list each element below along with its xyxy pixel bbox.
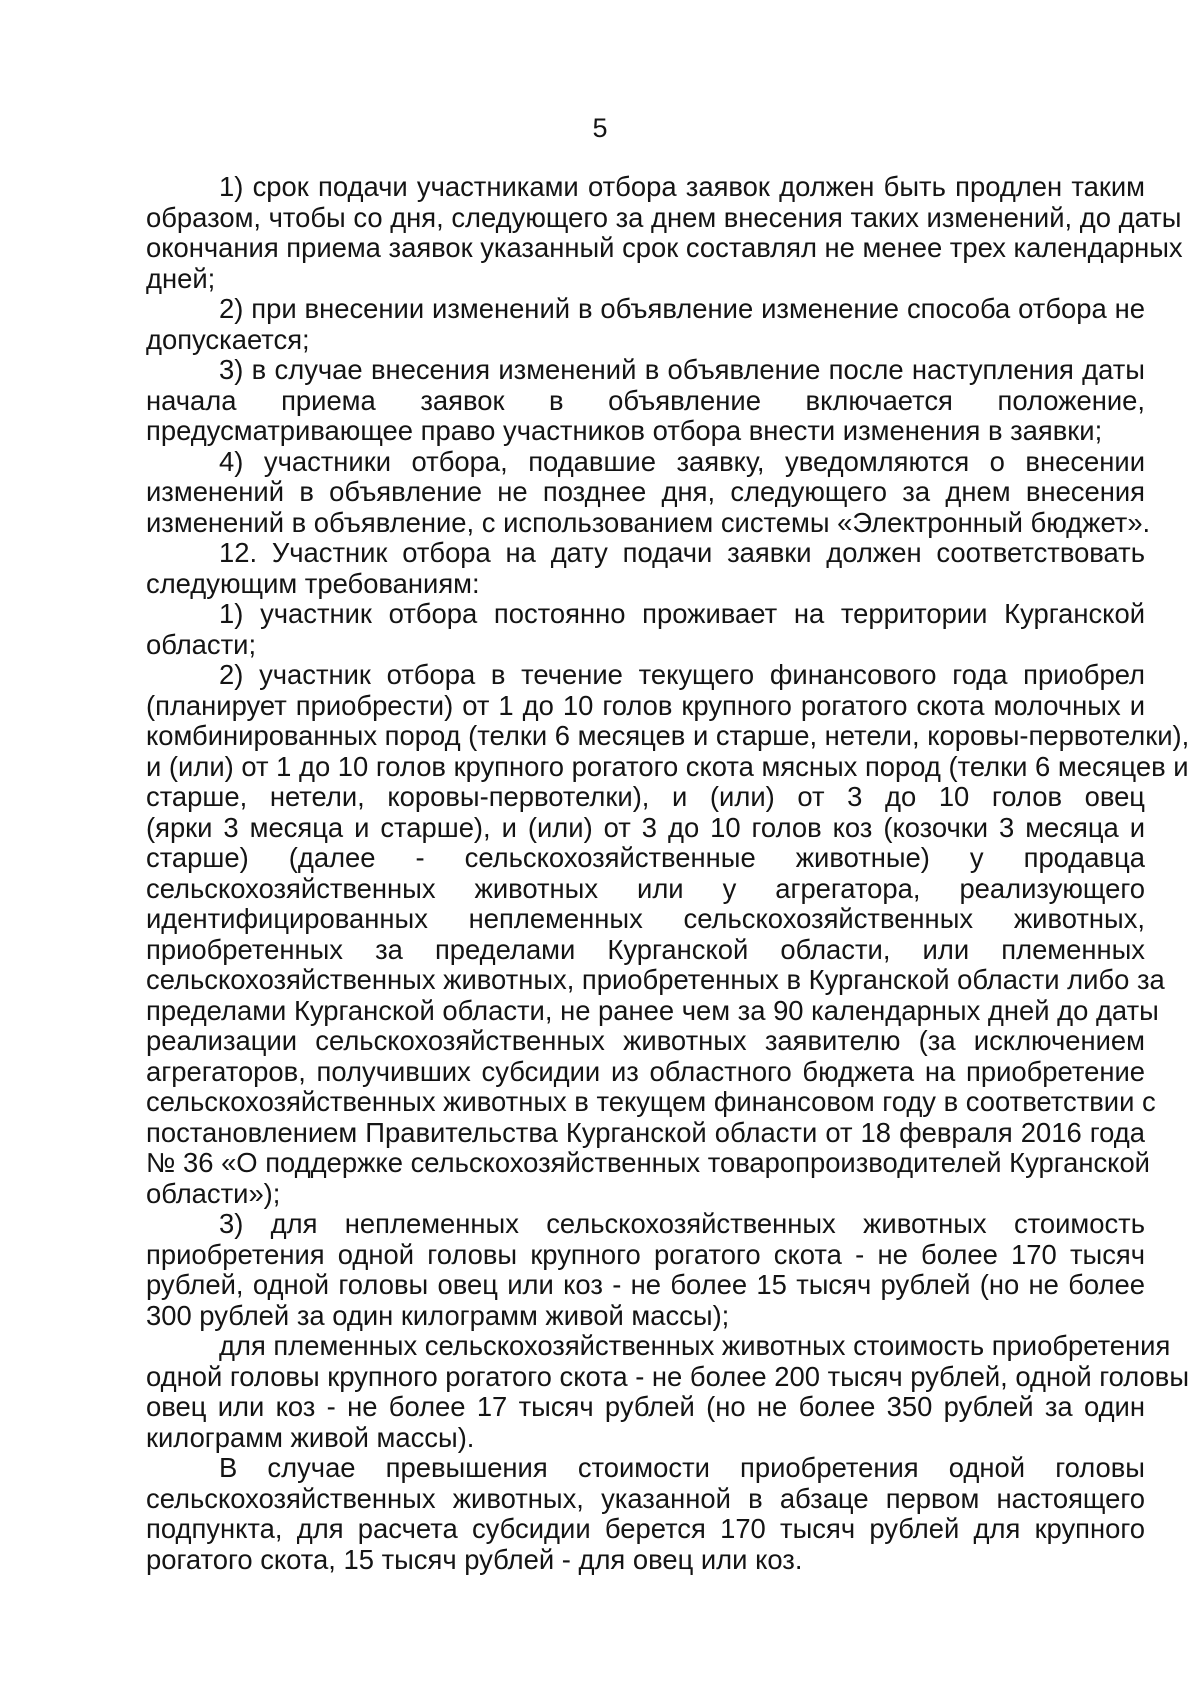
text-line: комбинированных пород (телки 6 месяцев и старше, нетели, коровы-первотелки), [146, 720, 1190, 751]
text-line: образом, чтобы со дня, следующего за днем внесения таких изменений, до даты [146, 201, 1182, 233]
text-line: приобретения одной головы крупного рогатого скота - не более 170 тысяч [146, 1238, 1145, 1270]
text-line: дней; [146, 262, 216, 294]
text-line: (планирует приобрести) от 1 до 10 голов крупного рогатого скота молочных и [146, 689, 1145, 721]
paragraph-p-12-3-c [146, 1453, 1145, 1575]
text-line: подпункта, для расчета субсидии берется 170 тысяч рублей для крупного [146, 1513, 1145, 1544]
text-line: 4) участники отбора, подавшие заявку, уведомляются о внесении [219, 445, 1145, 477]
paragraph-p-11-4 [146, 445, 1151, 539]
text-line: старше) (далее - сельскохозяйственные животные) у продавца [146, 842, 1145, 873]
text-line: 300 рублей за один килограмм живой массы); [146, 1299, 730, 1331]
text-line: для племенных сельскохозяйственных животных стоимость приобретения [219, 1330, 1171, 1361]
text-line: области; [146, 628, 257, 660]
paragraph-p-11-2 [146, 294, 1145, 355]
text-line: агрегаторов, получивших субсидии из областного бюджета на приобретение [146, 1055, 1145, 1087]
paragraph-p-11-1 [146, 171, 1183, 294]
text-line: (ярки 3 месяца и старше), и (или) от 3 до 10 голов коз (козочки 3 месяца и [146, 811, 1145, 843]
text-line: реализации сельскохозяйственных животных заявителю (за исключением [146, 1025, 1145, 1056]
text-line: изменений в объявление, с использованием системы «Электронный бюджет». [146, 506, 1151, 538]
text-line: № 36 «О поддержке сельскохозяйственных товаропроизводителей Курганской [146, 1147, 1150, 1178]
text-line: допускается; [146, 323, 310, 355]
text-line: 12. Участник отбора на дату подачи заявки должен соответствовать [219, 537, 1145, 568]
page-number: 5 [592, 113, 608, 143]
text-line: килограмм живой массы). [146, 1421, 475, 1453]
paragraph-p-12-1 [146, 599, 1145, 660]
text-line: В случае превышения стоимости приобретения одной головы [219, 1452, 1145, 1483]
text-line: сельскохозяйственных животных, указанной в абзаце первом настоящего [146, 1482, 1145, 1514]
paragraph-p-11-3 [146, 355, 1145, 447]
text-line: сельскохозяйственных животных или у агрегатора, реализующего [146, 872, 1145, 904]
text-line: 3) в случае внесения изменений в объявление после наступления даты [219, 354, 1145, 385]
paragraph-p-12-3 [146, 1209, 1145, 1331]
text-line: окончания приема заявок указанный срок составлял не менее трех календарных [146, 232, 1183, 263]
text-line: 2) при внесении изменений в объявление изменение способа отбора не [219, 293, 1145, 324]
text-line: идентифицированных неплеменных сельскохозяйственных животных, [146, 903, 1145, 934]
text-line: приобретенных за пределами Курганской области, или племенных [146, 933, 1145, 965]
text-line: 2) участник отбора в течение текущего финансового года приобрел [219, 659, 1145, 690]
text-line: рублей, одной головы овец или коз - не более 15 тысяч рублей (но не более [146, 1269, 1145, 1300]
text-line: изменений в объявление не позднее дня, следующего за днем внесения [146, 476, 1145, 507]
text-line: предусматривающее право участников отбора внести изменения в заявки; [146, 415, 1103, 446]
text-line: одной головы крупного рогатого скота - не более 200 тысяч рублей, одной головы [146, 1360, 1190, 1392]
text-line: овец или коз - не более 17 тысяч рублей (но не более 350 рублей за один [146, 1391, 1145, 1422]
text-line: сельскохозяйственных животных в текущем финансовом году в соответствии с [146, 1086, 1156, 1117]
document-body [146, 171, 1190, 1575]
text-line: пределами Курганской области, не ранее чем за 90 календарных дней до даты [146, 994, 1159, 1026]
text-line: рогатого скота, 15 тысяч рублей - для овец или коз. [146, 1543, 803, 1575]
text-line: следующим требованиям: [146, 567, 480, 599]
text-line: старше, нетели, коровы-первотелки), и (или) от 3 до 10 голов овец [146, 781, 1145, 812]
text-line: 1) участник отбора постоянно проживает на территории Курганской [219, 598, 1145, 629]
text-line: начала приема заявок в объявление включается положение, [146, 384, 1145, 416]
text-line: 1) срок подачи участниками отбора заявок должен быть продлен таким [219, 171, 1145, 202]
text-line: постановлением Правительства Курганской области от 18 февраля 2016 года [146, 1116, 1145, 1148]
text-line: области»); [146, 1177, 281, 1209]
text-line: сельскохозяйственных животных, приобретенных в Курганской области либо за [146, 964, 1165, 995]
paragraph-p-12 [146, 538, 1145, 599]
text-line: и (или) от 1 до 10 голов крупного рогатого скота мясных пород (телки 6 месяцев и [146, 750, 1189, 782]
paragraph-p-12-2 [146, 659, 1190, 1209]
paragraph-p-12-3-b [146, 1330, 1190, 1453]
text-line: 3) для неплеменных сельскохозяйственных животных стоимость [219, 1208, 1145, 1239]
